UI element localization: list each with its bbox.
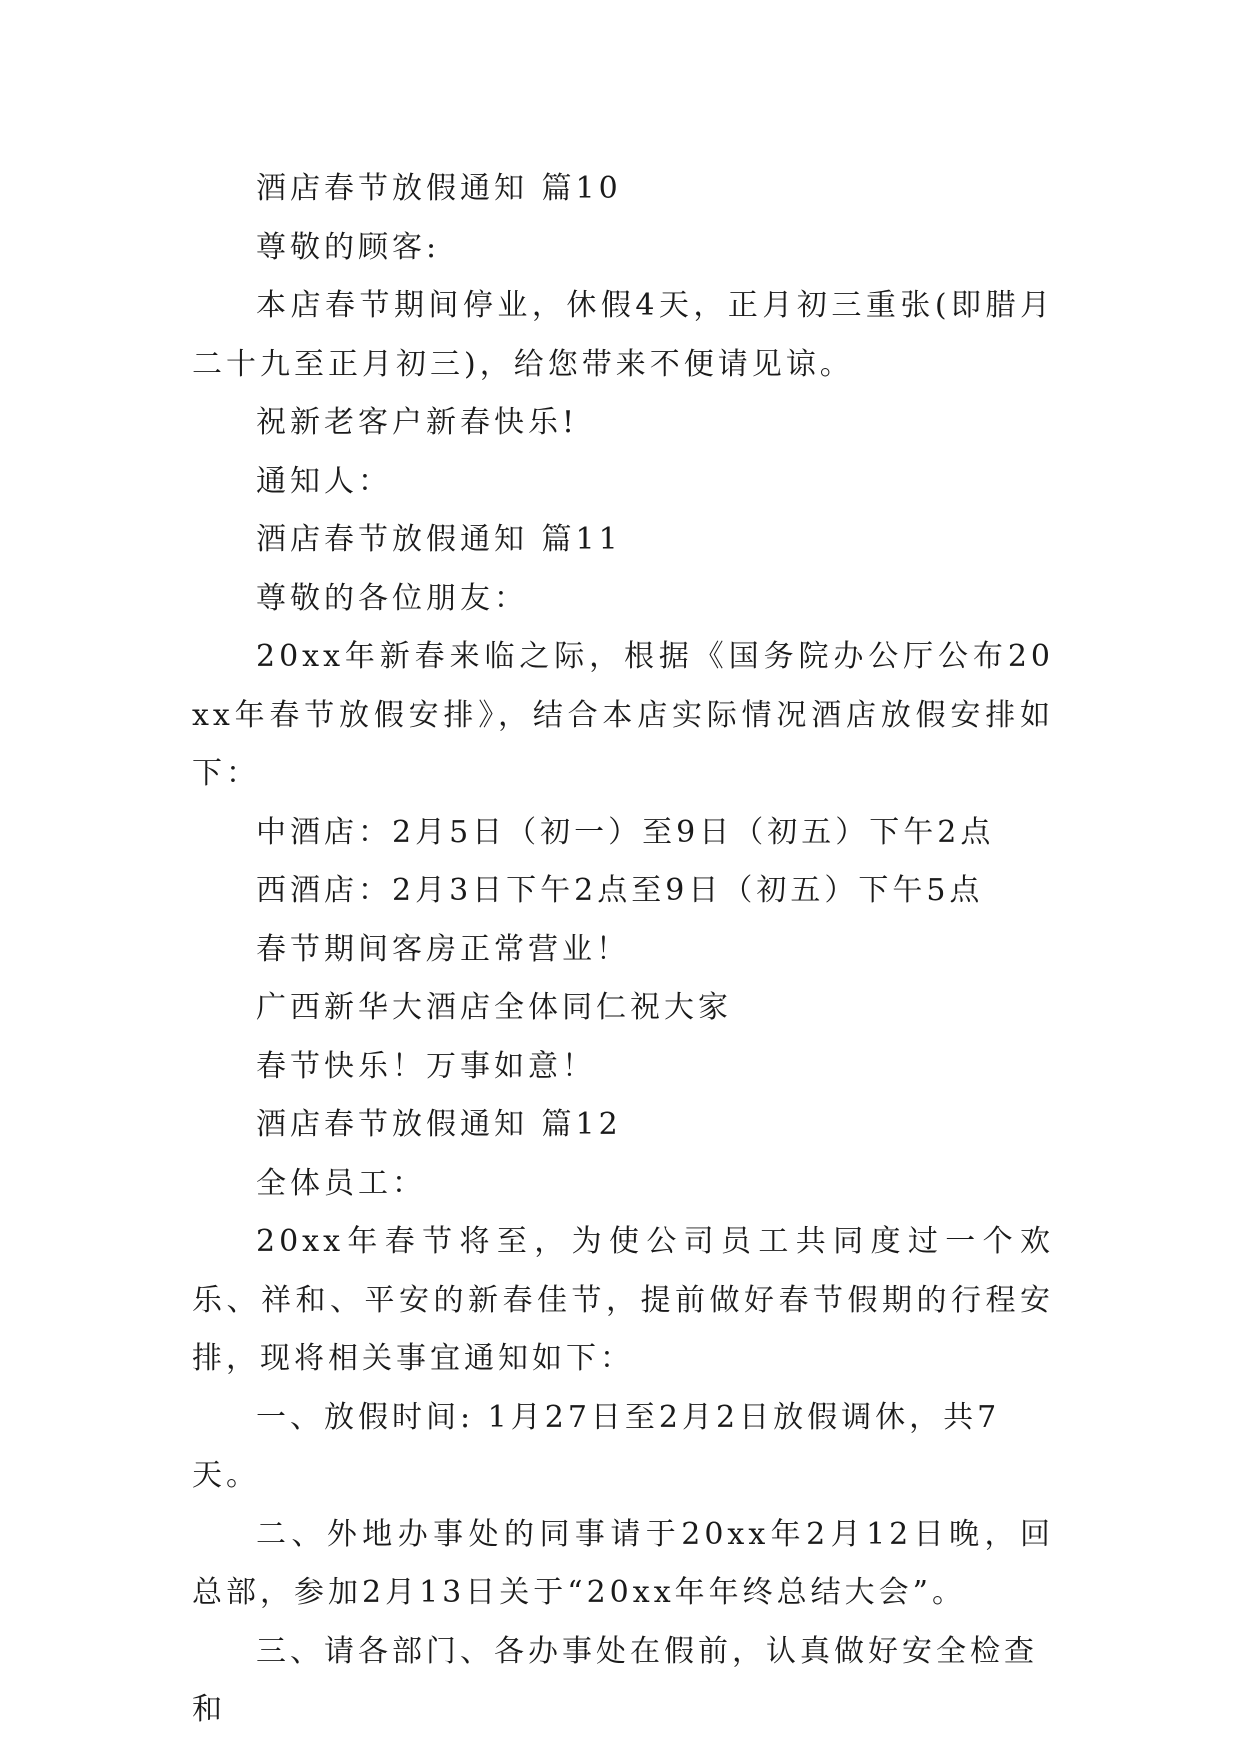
body-paragraph: 春节期间客房正常营业！ — [256, 931, 630, 967]
salutation: 尊敬的顾客: — [256, 229, 441, 265]
body-paragraph: 祝新老客户新春快乐! — [256, 405, 579, 440]
section-heading-12: 酒店春节放假通知 篇12 — [256, 1107, 622, 1142]
body-paragraph: 春节快乐！万事如意！ — [256, 1048, 596, 1084]
body-paragraph: 20xx年新春来临之际，根据《国务院办公厅公布20xx年春节放假安排》，结合本店实际情况酒店放假安排如下： — [192, 639, 1054, 791]
salutation: 尊敬的各位朋友： — [256, 580, 528, 616]
body-paragraph: 本店春节期间停业，休假4天，正月初三重张(即腊月二十九至正月初三)，给您带来不便请见谅。 — [192, 288, 1054, 382]
body-paragraph: 20xx年春节将至，为使公司员工共同度过一个欢乐、祥和、平安的新春佳节，提前做好春节假期的行程安排，现将相关事宜通知如下： — [192, 1224, 1054, 1376]
schedule-item: 西酒店：2月3日下午2点至9日（初五）下午5点 — [256, 873, 984, 908]
body-paragraph: 广西新华大酒店全体同仁祝大家 — [256, 990, 732, 1025]
list-item: 一、放假时间: 1月27日至2月2日放假调休，共7天。 — [192, 1399, 1001, 1493]
salutation: 全体员工： — [256, 1165, 426, 1201]
list-item: 二、外地办事处的同事请于20xx年2月12日晚，回总部，参加2月13日关于“20xx年年终总结大会”。 — [192, 1516, 1054, 1610]
list-item: 三、请各部门、各办事处在假前，认真做好安全检查和 — [192, 1633, 1038, 1727]
section-heading-11: 酒店春节放假通知 篇11 — [256, 522, 622, 557]
section-heading-10: 酒店春节放假通知 篇10 — [256, 171, 622, 206]
schedule-item: 中酒店：2月5日（初一）至9日（初五）下午2点 — [256, 814, 995, 850]
signature-line: 通知人： — [256, 463, 392, 499]
document-body — [192, 160, 1054, 1740]
